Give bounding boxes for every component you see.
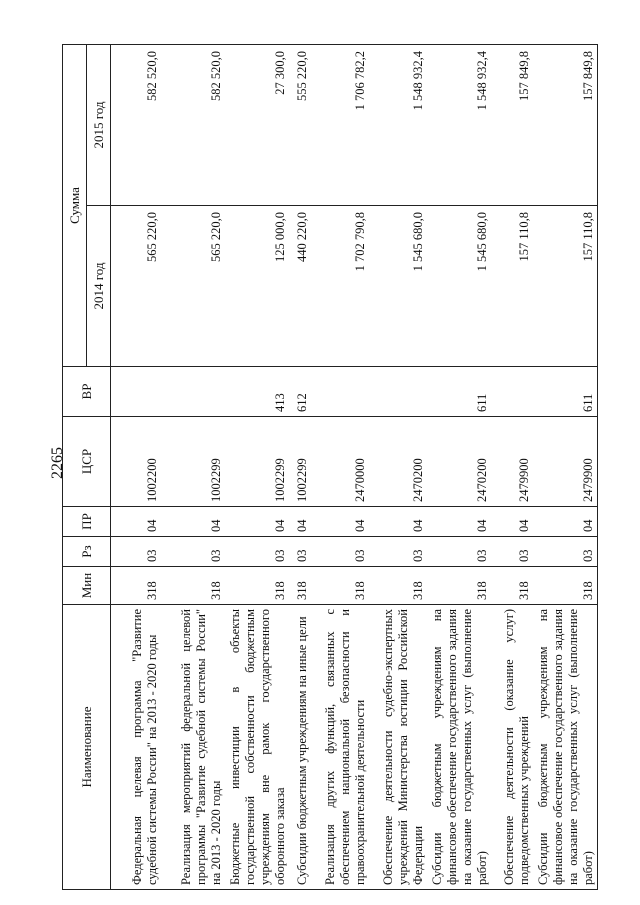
row-vr: 611 [427, 367, 491, 417]
row-min: 318 [427, 567, 491, 605]
row-sum-2014: 125 000,0 [225, 206, 289, 367]
row-rz: 03 [427, 537, 491, 567]
header-vr: ВР [63, 367, 111, 417]
budget-table [62, 44, 598, 890]
row-sum-2014: 1 702 790,8 [311, 206, 369, 367]
header-rz: Рз [63, 537, 111, 567]
row-vr [369, 367, 427, 417]
row-vr: 612 [289, 367, 311, 417]
row-rz: 03 [533, 537, 598, 567]
row-sum-2014: 440 220,0 [289, 206, 311, 367]
row-csr: 2470200 [369, 417, 427, 507]
row-sum-2015: 582 520,0 [111, 45, 161, 206]
header-2014: 2014 год [87, 206, 111, 367]
row-pr: 04 [161, 507, 225, 537]
row-pr: 04 [225, 507, 289, 537]
table-frame [62, 45, 595, 890]
row-name: Федеральная целевая программа "Развитие судебной системы России" на 2013 - 2020 годы [111, 605, 161, 890]
table-row [161, 45, 225, 890]
row-vr [111, 367, 161, 417]
row-min: 318 [311, 567, 369, 605]
row-name: Реализация других функций, связанных с обеспечением национальной безопасности и правоохранительной деятельности [311, 605, 369, 890]
row-vr: 611 [533, 367, 598, 417]
row-min: 318 [111, 567, 161, 605]
row-sum-2014: 565 220,0 [111, 206, 161, 367]
row-sum-2014: 1 545 680,0 [369, 206, 427, 367]
row-name: Субсидии бюджетным учреждениям на финансовое обеспечение государственного задания на оказание государственных услуг (выполнение работ) [533, 605, 598, 890]
row-rz: 03 [111, 537, 161, 567]
row-pr: 04 [491, 507, 533, 537]
table-row [289, 45, 311, 890]
row-csr: 2479900 [533, 417, 598, 507]
row-min: 318 [369, 567, 427, 605]
table-row [369, 45, 427, 890]
row-sum-2015: 1 706 782,2 [311, 45, 369, 206]
row-sum-2015: 555 220,0 [289, 45, 311, 206]
row-sum-2015: 27 300,0 [225, 45, 289, 206]
row-name: Субсидии бюджетным учреждениям на иные цели [289, 605, 311, 890]
row-csr: 1002299 [161, 417, 225, 507]
row-pr: 04 [427, 507, 491, 537]
header-pr: ПР [63, 507, 111, 537]
row-vr: 413 [225, 367, 289, 417]
row-sum-2015: 157 849,8 [533, 45, 598, 206]
row-csr: 1002200 [111, 417, 161, 507]
row-rz: 03 [289, 537, 311, 567]
header-name: Наименование [63, 605, 111, 890]
header-2015: 2015 год [87, 45, 111, 206]
table-row [225, 45, 289, 890]
row-name: Обеспечение деятельности (оказание услуг) подведомственных учреждений [491, 605, 533, 890]
table-row [491, 45, 533, 890]
row-min: 318 [289, 567, 311, 605]
row-min: 318 [533, 567, 598, 605]
row-pr: 04 [533, 507, 598, 537]
row-csr: 1002299 [225, 417, 289, 507]
row-min: 318 [161, 567, 225, 605]
row-min: 318 [225, 567, 289, 605]
row-sum-2015: 1 548 932,4 [369, 45, 427, 206]
row-csr: 2470000 [311, 417, 369, 507]
table-row [427, 45, 491, 890]
row-sum-2015: 157 849,8 [491, 45, 533, 206]
row-rz: 03 [311, 537, 369, 567]
row-sum-2014: 1 545 680,0 [427, 206, 491, 367]
row-vr [491, 367, 533, 417]
row-min: 318 [491, 567, 533, 605]
row-name: Реализация мероприятий федеральной целевой программы "Развитие судебной системы России" на 2013 - 2020 годы [161, 605, 225, 890]
row-name: Обеспечение деятельности судебно-экспертных учреждений Министерства юстиции Российской Федерации [369, 605, 427, 890]
row-sum-2014: 565 220,0 [161, 206, 225, 367]
row-pr: 04 [311, 507, 369, 537]
row-rz: 03 [161, 537, 225, 567]
row-name: Субсидии бюджетным учреждениям на финансовое обеспечение государственного задания на оказание государственных услуг (выполнение работ) [427, 605, 491, 890]
row-csr: 2479900 [491, 417, 533, 507]
row-csr: 2470200 [427, 417, 491, 507]
row-rz: 03 [491, 537, 533, 567]
table-header [63, 45, 111, 890]
row-pr: 04 [369, 507, 427, 537]
header-min: Мин [63, 567, 111, 605]
row-sum-2015: 1 548 932,4 [427, 45, 491, 206]
row-csr: 1002299 [289, 417, 311, 507]
table-row [111, 45, 161, 890]
row-name: Бюджетные инвестиции в объекты государственной собственности бюджетным учреждениям вне рамок государственного оборонного заказа [225, 605, 289, 890]
row-pr: 04 [111, 507, 161, 537]
row-sum-2014: 157 110,8 [533, 206, 598, 367]
table-row [311, 45, 369, 890]
row-vr [311, 367, 369, 417]
row-sum-2015: 582 520,0 [161, 45, 225, 206]
row-sum-2014: 157 110,8 [491, 206, 533, 367]
row-rz: 03 [369, 537, 427, 567]
table-row [533, 45, 598, 890]
page-number-text: 2265 [49, 447, 66, 479]
header-csr: ЦСР [63, 417, 111, 507]
row-rz: 03 [225, 537, 289, 567]
header-sum: Сумма [63, 45, 87, 367]
row-pr: 04 [289, 507, 311, 537]
row-vr [161, 367, 225, 417]
